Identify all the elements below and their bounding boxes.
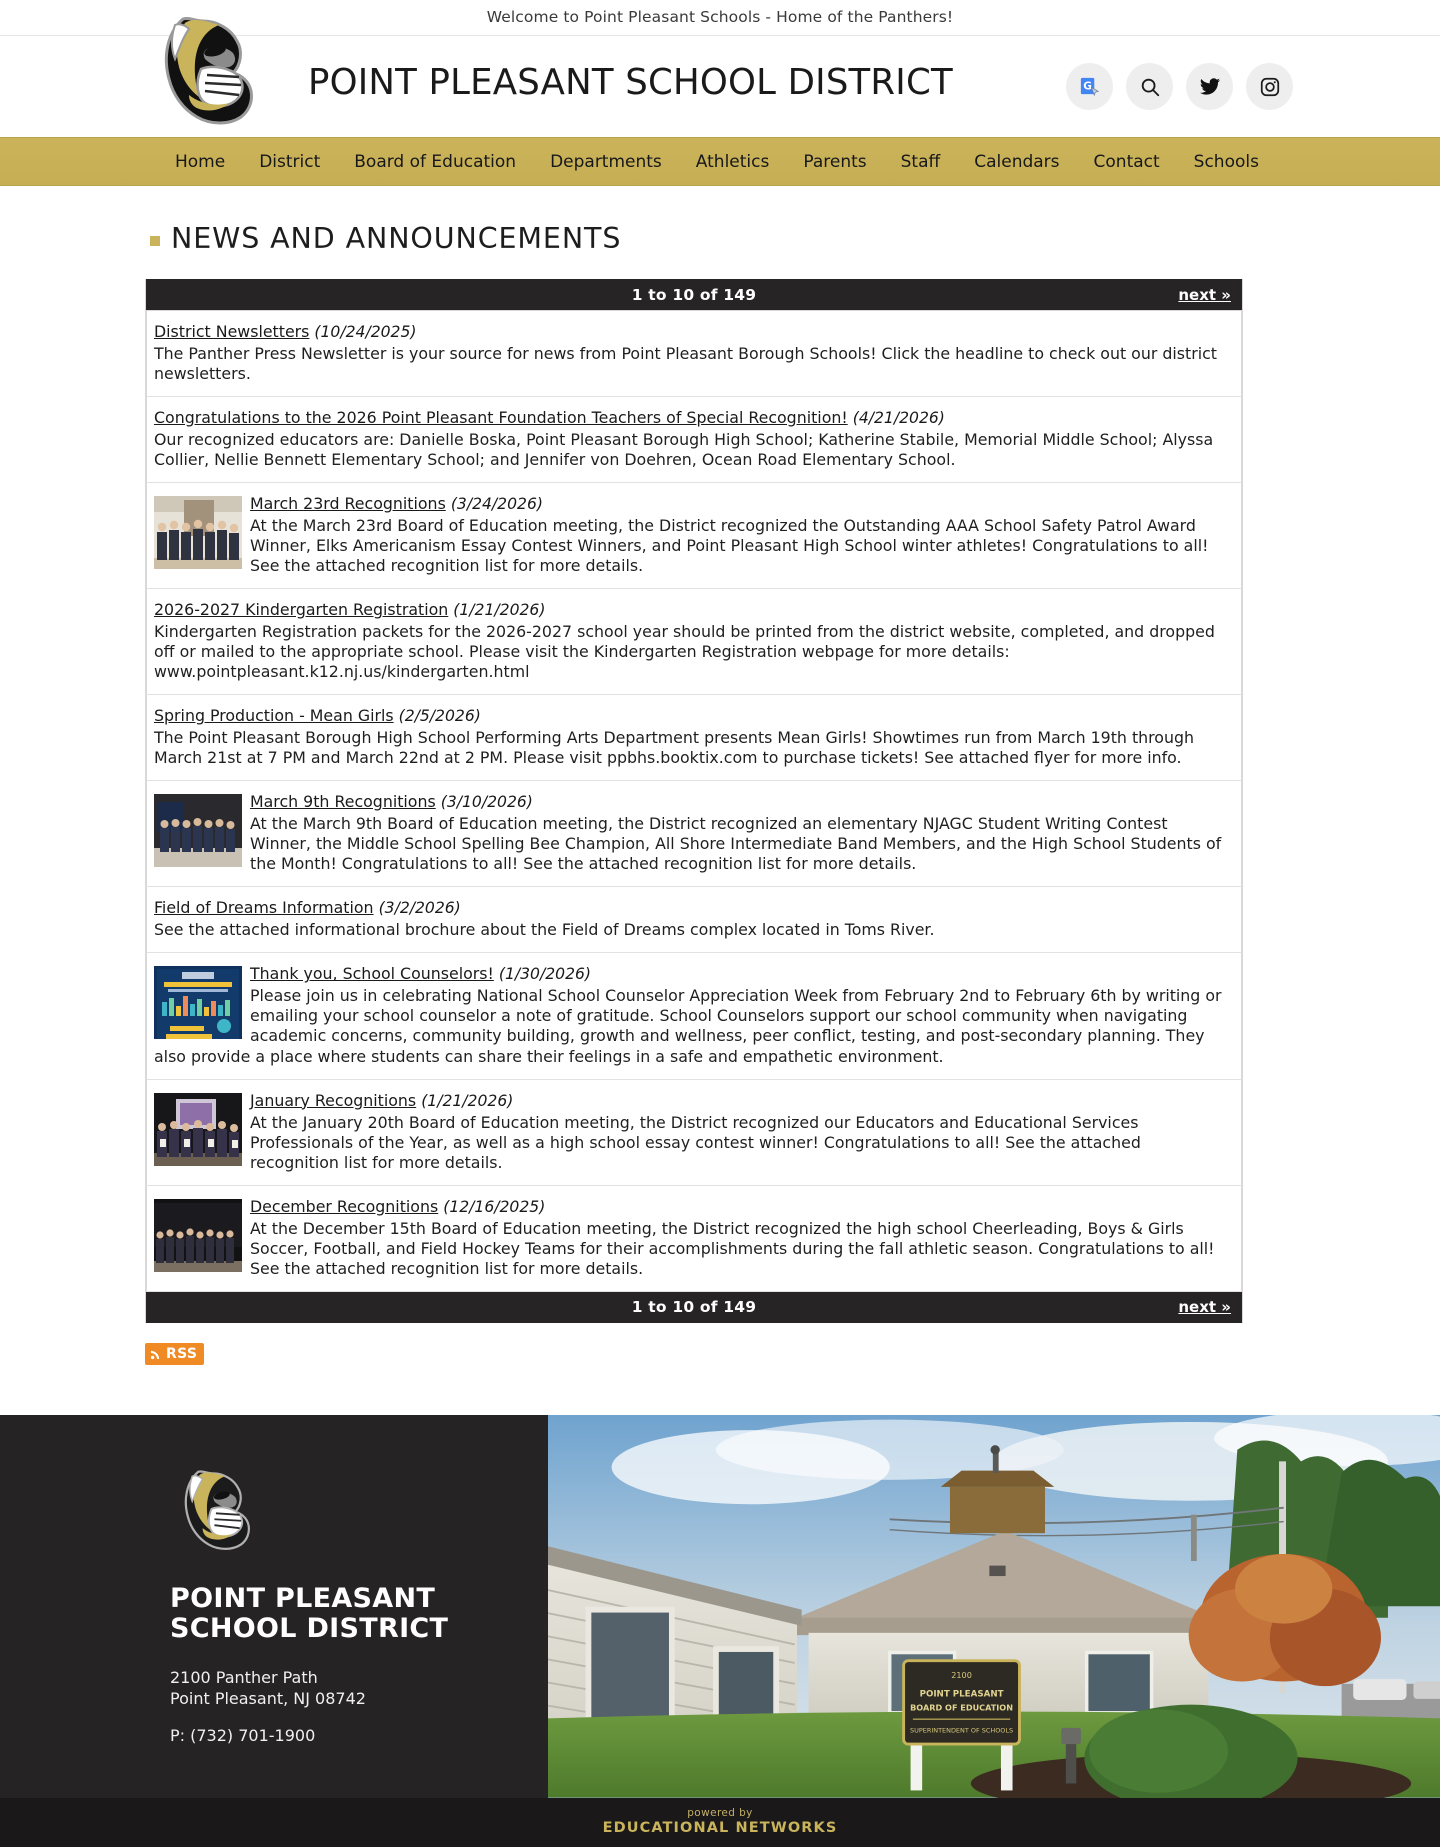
news-date: (1/21/2026) <box>421 1091 514 1110</box>
page-title-text: NEWS AND ANNOUNCEMENTS <box>171 222 622 255</box>
news-date: (3/10/2026) <box>440 793 533 812</box>
news-title-link[interactable]: January Recognitions <box>250 1090 417 1110</box>
footer-info <box>0 1415 548 1797</box>
main-content <box>145 186 1295 1415</box>
next-page-link-top[interactable]: next » <box>1178 285 1231 304</box>
news-title-link[interactable]: District Newsletters <box>154 322 310 341</box>
pager-bar-top <box>146 279 1242 310</box>
nav-item-contact[interactable]: Contact <box>1093 151 1160 172</box>
news-date: (4/21/2026) <box>852 409 945 428</box>
footer-district-name-line2: SCHOOL DISTRICT <box>170 1613 449 1645</box>
news-body <box>154 706 1232 768</box>
news-item <box>146 397 1242 483</box>
site-header <box>0 36 1440 137</box>
footer-district-name-line1: POINT PLEASANT <box>170 1583 436 1615</box>
svg-text:BOARD OF EDUCATION: BOARD OF EDUCATION <box>910 1702 1013 1713</box>
news-title-link[interactable]: December Recognitions <box>250 1196 439 1216</box>
news-description: The Panther Press Newsletter is your source for news from Point Pleasant Borough Schools! Click the headline to check out our district newsletters. <box>154 343 1217 383</box>
news-body <box>154 408 1232 470</box>
news-item <box>146 887 1242 953</box>
site-title: POINT PLEASANT SCHOOL DISTRICT <box>308 62 953 103</box>
panther-logo-icon[interactable] <box>145 3 280 138</box>
news-item <box>146 1080 1242 1186</box>
nav-item-home[interactable]: Home <box>175 151 226 172</box>
rss-wave-icon <box>150 1347 163 1360</box>
news-body <box>154 1197 1232 1279</box>
header-icon-group <box>1066 63 1293 110</box>
news-body <box>154 1091 1232 1173</box>
welcome-bar: Welcome to Point Pleasant Schools - Home of the Panthers! <box>0 0 1440 36</box>
google-translate-icon[interactable] <box>1066 63 1113 110</box>
svg-text:POINT PLEASANT: POINT PLEASANT <box>919 1689 1004 1700</box>
news-date: (1/21/2026) <box>453 601 546 620</box>
rss-feed-button[interactable] <box>145 1343 204 1365</box>
twitter-icon[interactable] <box>1186 63 1233 110</box>
news-date: (3/2/2026) <box>378 899 461 918</box>
news-description: At the March 9th Board of Education meeting, the District recognized an elementary NJAGC Student Writing Contest Winner, the Middle School Spelling Bee Champion, All Shore Intermediate Band Members, and the High School Students of the Month! Congratulations to all! See the attached recognition list for more details. <box>250 814 1222 874</box>
news-date: (10/24/2025) <box>314 323 417 341</box>
footer-address-line2: Point Pleasant, NJ 08742 <box>170 1688 366 1708</box>
pager-bar-bottom <box>146 1292 1242 1323</box>
news-date: (2/5/2026) <box>398 707 481 726</box>
site-footer <box>0 1415 1440 1797</box>
news-description: See the attached informational brochure about the Field of Dreams complex located in Toms River. <box>154 920 935 940</box>
news-item <box>146 483 1242 589</box>
news-title-link[interactable]: Thank you, School Counselors! <box>250 964 494 984</box>
powered-by-brand[interactable]: EDUCATIONAL NETWORKS <box>602 1819 838 1836</box>
news-title-link[interactable]: Field of Dreams Information <box>154 898 374 918</box>
next-page-link-bottom[interactable]: next » <box>1178 1298 1231 1317</box>
svg-text:G: G <box>1083 80 1092 93</box>
nav-item-calendars[interactable]: Calendars <box>974 151 1060 172</box>
footer-address-line1: 2100 Panther Path <box>170 1667 318 1687</box>
footer-building-photo <box>548 1415 1440 1797</box>
news-thumbnail[interactable] <box>154 966 242 1039</box>
news-body <box>154 792 1232 874</box>
page-title <box>150 222 1295 255</box>
svg-text:SUPERINTENDENT OF SCHOOLS: SUPERINTENDENT OF SCHOOLS <box>909 1726 1014 1735</box>
nav-item-staff[interactable]: Staff <box>900 151 941 172</box>
footer-phone: P: (732) 701-1900 <box>170 1726 316 1746</box>
news-thumbnail[interactable] <box>154 1199 242 1272</box>
powered-by-bar <box>0 1798 1440 1847</box>
powered-by-prefix: powered by <box>687 1806 753 1819</box>
nav-item-board-of-education[interactable]: Board of Education <box>354 151 517 172</box>
news-date: (1/30/2026) <box>498 965 591 984</box>
news-list-container <box>145 279 1243 1323</box>
footer-district-name <box>170 1584 548 1644</box>
news-description: Please join us in celebrating National School Counselor Appreciation Week from February 2nd to February 6th by writing or emailing your school counselor a note of gratitude. School Counselors support our school community when navigating academic concerns, community building, growth and wellness, peer conflict, testing, and post-secondary planning. They also provide a place where students can share their feelings in a safe and empathetic environment. <box>154 986 1222 1066</box>
news-body <box>154 964 1232 1066</box>
nav-item-district[interactable]: District <box>259 151 321 172</box>
news-item <box>146 695 1242 781</box>
nav-item-schools[interactable]: Schools <box>1193 151 1259 172</box>
news-title-link[interactable]: 2026-2027 Kindergarten Registration <box>154 600 449 620</box>
news-description: Our recognized educators are: Danielle Boska, Point Pleasant Borough High School; Katherine Stabile, Memorial Middle School; Alyssa Collier, Nellie Bennett Elementary School; and Jennifer von Doehren, Ocean Road Elementary School. <box>154 430 1214 470</box>
pager-count-top: 1 to 10 of 149 <box>631 285 757 304</box>
nav-item-departments[interactable]: Departments <box>550 151 662 172</box>
nav-item-athletics[interactable]: Athletics <box>695 151 770 172</box>
nav-item-parents[interactable]: Parents <box>803 151 867 172</box>
news-title-link[interactable]: Congratulations to the 2026 Point Pleasant Foundation Teachers of Special Recognition! <box>154 408 848 428</box>
news-body <box>154 322 1232 384</box>
search-icon[interactable] <box>1126 63 1173 110</box>
svg-text:2100: 2100 <box>951 1670 972 1681</box>
main-navigation <box>0 137 1440 186</box>
news-item <box>146 781 1242 887</box>
news-description: At the March 23rd Board of Education meeting, the District recognized the Outstanding AAA School Safety Patrol Award Winner, Elks Americanism Essay Contest Winners, and Point Pleasant High School winter athletes! Congratulations to all! See the attached recognition list for more details. <box>250 516 1209 576</box>
news-item <box>146 589 1242 695</box>
news-title-link[interactable]: March 23rd Recognitions <box>250 494 446 514</box>
news-description: At the December 15th Board of Education meeting, the District recognized the high school Cheerleading, Boys & Girls Soccer, Football, and Field Hockey Teams for their accomplishments during the fall athletic season. Congratulations to all! See the attached recognition list for more details. <box>250 1218 1215 1278</box>
news-description: At the January 20th Board of Education meeting, the District recognized our Educators and Educational Services Professionals of the Year, as well as a high school essay contest winner! Congratulations to all! See the attached recognition list for more details. <box>250 1112 1141 1172</box>
news-body <box>154 494 1232 576</box>
news-body <box>154 600 1232 682</box>
news-title-link[interactable]: Spring Production - Mean Girls <box>154 706 394 726</box>
news-body <box>154 898 1232 940</box>
news-description: The Point Pleasant Borough High School Performing Arts Department presents Mean Girls! Showtimes run from March 19th through March 21st at 7 PM and March 22nd at 2 PM. Please visit ppbhs.booktix.com to purchase tickets! See attached flyer for more info. <box>154 728 1195 768</box>
news-thumbnail[interactable] <box>154 794 242 867</box>
news-date: (3/24/2026) <box>450 495 543 514</box>
news-item <box>146 1186 1242 1292</box>
footer-panther-logo-icon <box>170 1460 270 1560</box>
news-date: (12/16/2025) <box>443 1197 546 1216</box>
news-item <box>146 953 1242 1079</box>
news-thumbnail[interactable] <box>154 496 242 569</box>
news-item <box>146 310 1242 397</box>
news-title-link[interactable]: March 9th Recognitions <box>250 792 436 812</box>
title-bullet-icon <box>150 236 160 246</box>
pager-count-bottom: 1 to 10 of 149 <box>631 1298 757 1317</box>
footer-address <box>170 1667 548 1710</box>
rss-label: RSS <box>166 1345 198 1362</box>
instagram-icon[interactable] <box>1246 63 1293 110</box>
news-thumbnail[interactable] <box>154 1093 242 1166</box>
news-description: Kindergarten Registration packets for the 2026-2027 school year should be printed from the district website, completed, and dropped off or mailed to the appropriate school. Please visit the Kindergarten Registration webpage for more details: www.pointpleasant.k12.nj.us/kindergarten.html <box>154 622 1215 682</box>
